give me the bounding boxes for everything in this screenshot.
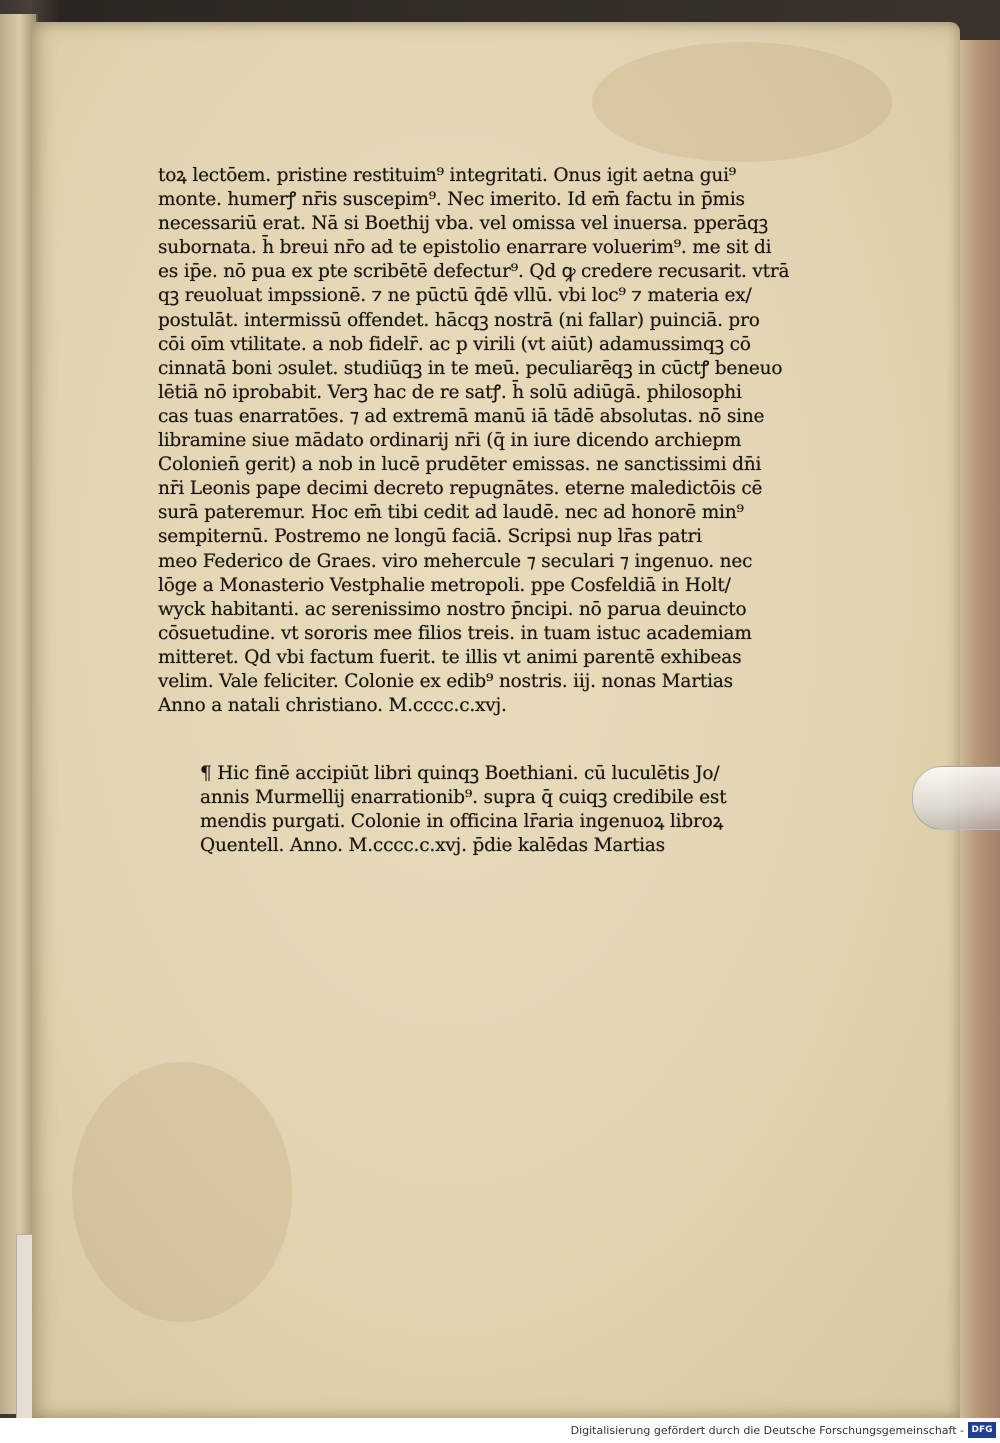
colophon-line: annis Murmellij enarrationib⁹. supra q̄ cuiqꝫ credibile est <box>200 787 727 809</box>
text-line: Anno a natali christiano. M.cccc.c.xvj. <box>158 695 507 717</box>
text-line: es ip̄e. nō pua ex pte scribētē defectur⁹. Qd ꝙ credere recusarit. vtrā <box>158 261 790 283</box>
right-page-edge <box>958 40 1000 1418</box>
text-line: libramine siue mādato ordinarij nr̄i (q̄ in iure dicendo archiepm <box>158 430 742 452</box>
text-line: cinnatā boni ɔsulet. studiūqꝫ in te meū. peculiarēqꝫ in cūctꝭ beneuo <box>158 357 783 379</box>
text-line: subornata. h̄ breui nr̄o ad te epistolio enarrare voluerim⁹. me sit di <box>158 237 772 259</box>
text-line: lōge a Monasterio Vestphalie metropoli. ppe Cosfeldiā in Holt/ <box>158 574 731 596</box>
plastic-page-clip <box>912 766 1000 830</box>
text-line: qꝫ reuoluat impssionē. ⁊ ne pūctū q̄dē vllū. vbi loc⁹ ⁊ materia ex/ <box>158 285 752 307</box>
colophon-line: Quentell. Anno. M.cccc.c.xvj. p̄die kalēdas Martias <box>200 835 665 857</box>
text-line: mitteret. Qd vbi factum fuerit. te illis vt animi parentē exhibeas <box>158 646 742 668</box>
text-line: surā pateremur. Hoc em̄ tibi cedit ad laudē. nec ad honorē min⁹ <box>158 502 744 524</box>
footer-bar <box>0 1418 1000 1443</box>
text-line: meo Federico de Graes. viro mehercule ⁊ seculari ⁊ ingenuo. nec <box>158 550 753 572</box>
text-line: toꝝ lectōem. pristine restituim⁹ integritati. Onus igit aetna gui⁹ <box>158 165 737 186</box>
text-line: Colonien̄ gerit) a nob in lucē prudēter emissas. ne sanctissimi dn̄i <box>158 454 762 476</box>
funding-credit: Digitalisierung gefördert durch die Deutsche Forschungsgemeinschaft - <box>570 1424 964 1437</box>
page-stain <box>592 42 892 162</box>
text-line: wyck habitanti. ac serenissimo nostro p̄ncipi. nō parua deuincto <box>158 598 747 620</box>
text-line: nr̄i Leonis pape decimi decreto repugnātes. eterne maledictōis cē <box>158 478 763 500</box>
dfg-logo: DFG <box>968 1422 996 1438</box>
text-line: cōsuetudine. vt sororis mee filios treis. in tuam istuc academiam <box>158 622 752 644</box>
text-line: velim. Vale feliciter. Colonie ex edib⁹ nostris. iij. nonas Martias <box>158 670 733 692</box>
text-line: monte. humerꝭ nr̄is suscepim⁹. Nec imerito. Id em̄ factu in p̄mis <box>158 189 745 211</box>
colophon-block <box>200 762 760 858</box>
text-line: lētiā nō iprobabit. Verꝫ hac de re satꝭ. h̄ solū adiūgā. philosophi <box>158 381 742 403</box>
text-line: postulāt. intermissū offendet. hācqꝫ nostrā (ni fallar) puinciā. pro <box>158 309 760 331</box>
text-line: cōi oīm vtilitate. a nob fidelr̄. ac p virili (vt aiūt) adamussimqꝫ cō <box>158 333 751 355</box>
colophon-line: mendis purgati. Colonie in officina lr̄aria ingenuoꝝ libroꝝ <box>200 811 724 833</box>
main-text-block <box>158 164 798 718</box>
text-line: sempiternū. Postremo ne longū faciā. Scripsi nup lr̄as patri <box>158 526 702 548</box>
page-stain <box>72 1062 292 1322</box>
colophon-line: ¶ Hic finē accipiūt libri quinqꝫ Boethiani. cū luculētis Jo/ <box>200 763 720 784</box>
text-line: cas tuas enarratōes. ⁊ ad extremā manū iā tādē absolutas. nō sine <box>158 405 765 427</box>
text-line: necessariū erat. Nā si Boethij vba. vel omissa vel inuersa. pperāqꝫ <box>158 213 768 235</box>
